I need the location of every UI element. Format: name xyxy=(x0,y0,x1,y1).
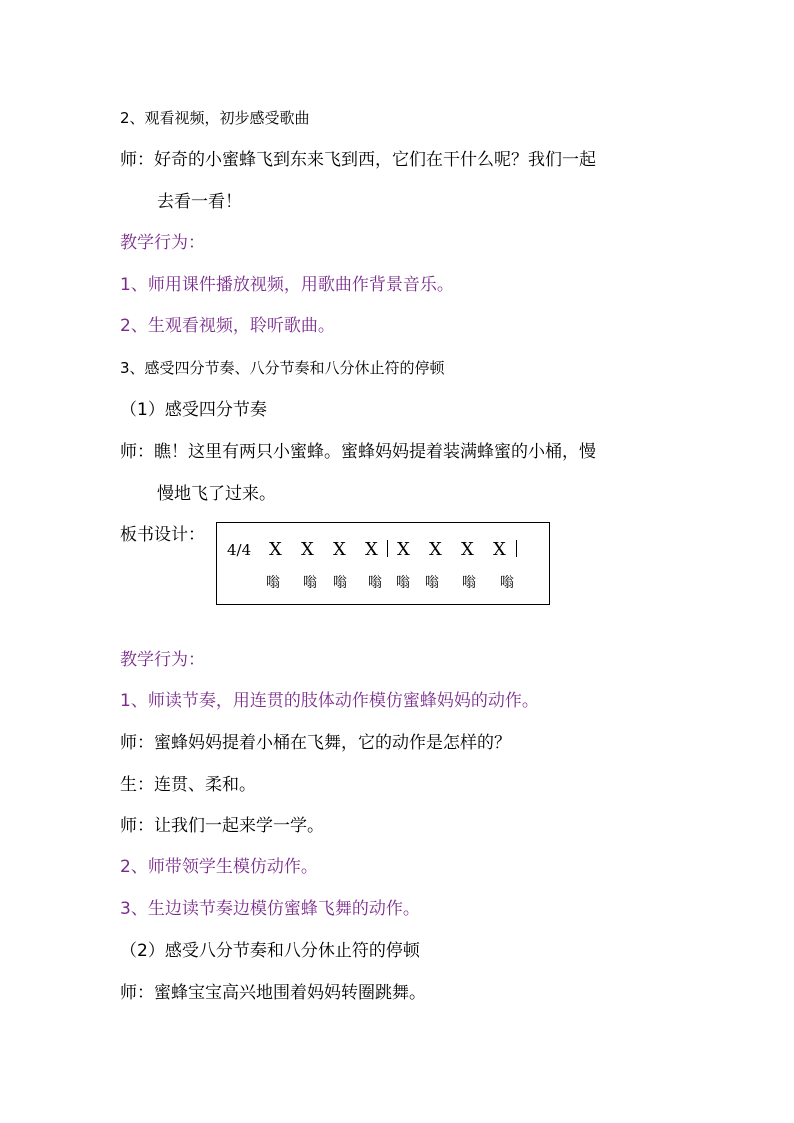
teacher-line: 师：蜜蜂宝宝高兴地围着妈妈转圈跳舞。 xyxy=(120,983,426,1003)
teaching-step-3: 3、生边读节奏边模仿蜜蜂飞舞的动作。 xyxy=(120,899,420,919)
teaching-step-1: 1、师用课件播放视频，用歌曲作背景音乐。 xyxy=(120,275,454,295)
time-signature: 4/4 xyxy=(227,541,252,559)
bar-line xyxy=(387,540,388,557)
teaching-step-1: 1、师读节奏，用连贯的肢体动作模仿蜜蜂妈妈的动作。 xyxy=(120,691,539,711)
teaching-behavior-heading: 教学行为： xyxy=(120,233,205,253)
syllable: 嗡 xyxy=(266,575,280,591)
rhythm-note: X xyxy=(493,539,506,560)
syllable: 嗡 xyxy=(396,575,410,591)
teacher-line: 师：好奇的小蜜蜂飞到东来飞到西，它们在干什么呢？我们一起 xyxy=(120,150,596,170)
teaching-step-2: 2、生观看视频，聆听歌曲。 xyxy=(120,316,335,336)
teacher-line-cont: 去看一看！ xyxy=(157,192,242,212)
section-heading-3: 3、感受四分节奏、八分节奏和八分休止符的停顿 xyxy=(120,359,445,377)
syllable: 嗡 xyxy=(425,575,439,591)
teaching-behavior-heading: 教学行为： xyxy=(120,650,205,670)
syllable: 嗡 xyxy=(462,575,476,591)
teacher-line: 师：瞧！这里有两只小蜜蜂。蜜蜂妈妈提着装满蜂蜜的小桶，慢 xyxy=(120,442,596,462)
rhythm-note: X xyxy=(397,539,410,560)
board-design-label: 板书设计： xyxy=(120,525,205,545)
teacher-line: 师：让我们一起来学一学。 xyxy=(120,816,324,836)
rhythm-note: X xyxy=(301,539,314,560)
rhythm-note: X xyxy=(461,539,474,560)
syllable: 嗡 xyxy=(500,575,514,591)
rhythm-box xyxy=(216,522,550,605)
teacher-line: 师：蜜蜂妈妈提着小桶在飞舞，它的动作是怎样的？ xyxy=(120,733,511,753)
syllable: 嗡 xyxy=(333,575,347,591)
rhythm-note: X xyxy=(333,539,346,560)
bar-line xyxy=(516,540,517,557)
syllable: 嗡 xyxy=(303,575,317,591)
subsection-heading-1: （1）感受四分节奏 xyxy=(120,400,267,420)
section-heading-2: 2、观看视频，初步感受歌曲 xyxy=(120,109,310,127)
rhythm-note: X xyxy=(429,539,442,560)
syllable: 嗡 xyxy=(368,575,382,591)
student-line: 生：连贯、柔和。 xyxy=(120,775,256,795)
rhythm-note: X xyxy=(269,539,282,560)
teaching-step-2: 2、师带领学生模仿动作。 xyxy=(120,857,318,877)
subsection-heading-2: （2）感受八分节奏和八分休止符的停顿 xyxy=(120,941,420,961)
teacher-line-cont: 慢地飞了过来。 xyxy=(157,484,276,504)
rhythm-note: X xyxy=(365,539,378,560)
